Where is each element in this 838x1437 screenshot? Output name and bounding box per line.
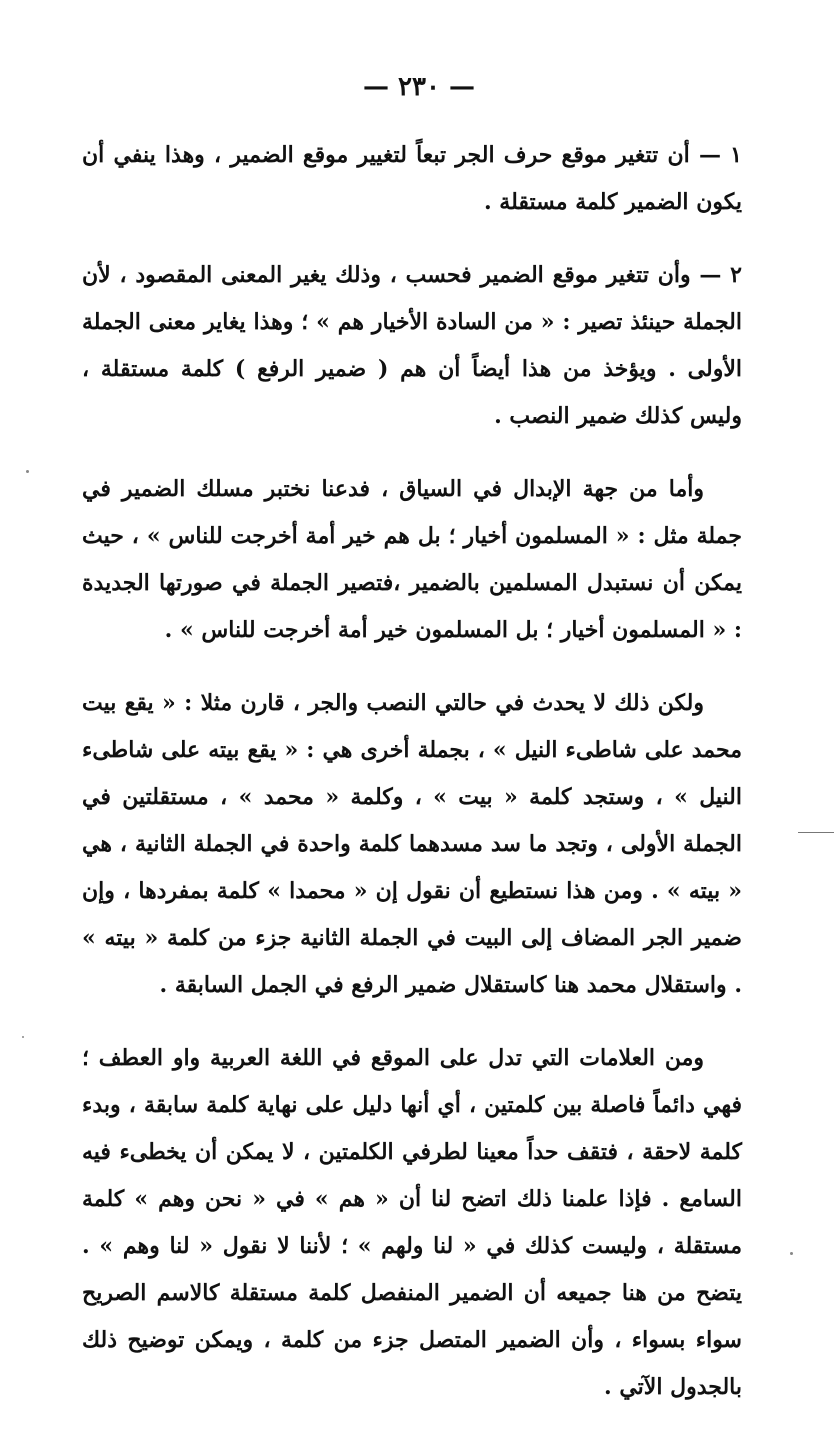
scan-speck bbox=[790, 1252, 793, 1255]
page-body bbox=[82, 132, 742, 1437]
scan-edge-mark bbox=[798, 832, 834, 833]
scan-speck bbox=[26, 470, 29, 473]
paragraph-text: ٢ — وأن تتغير موقع الضمير فحسب ، وذلك يغير المعنى المقصود ، لأن الجملة حينئذ تصير : « من السادة الأخيار هم » ؛ وهذا يغاير معنى الجملة الأولى . ويؤخذ من هذا أيضاً أن هم ( ضمير الرفع ) كلمة مستقلة ، وليس كذلك ضمير النصب . bbox=[82, 262, 742, 429]
page-number: — ٢٣٠ — bbox=[362, 72, 476, 102]
paragraph-2 bbox=[82, 252, 742, 440]
paragraph-text: وأما من جهة الإبدال في السياق ، فدعنا نختبر مسلك الضمير في جملة مثل : « المسلمون أخيار ؛ بل هم خير أمة أخرجت للناس » ، حيث يمكن أن نستبدل المسلمين بالضمير ،فتصير الجملة في صورتها الجديدة : « المسلمون أخيار ؛ بل المسلمون خير أمة أخرجت للناس » . bbox=[82, 476, 742, 643]
paragraph-text: ١ — أن تتغير موقع حرف الجر تبعاً لتغيير موقع الضمير ، وهذا ينفي أن يكون الضمير كلمة مستقلة . bbox=[82, 142, 742, 215]
paragraph-5 bbox=[82, 1035, 742, 1411]
scan-speck bbox=[22, 1036, 24, 1038]
paragraph-3 bbox=[82, 466, 742, 654]
paragraph-1 bbox=[82, 132, 742, 226]
paragraph-text: ومن العلامات التي تدل على الموقع في اللغة العربية واو العطف ؛ فهي دائماً فاصلة بين كلمتين ، أي أنها دليل على نهاية كلمة سابقة ، وبدء كلمة لاحقة ، فتقف حداً معينا لطرفي الكلمتين ، لا يمكن أن يخطىء فيه السامع . فإذا علمنا ذلك اتضح لنا أن « هم » في « نحن وهم » كلمة مستقلة ، وليست كذلك في « لنا ولهم » ؛ لأننا لا نقول « لنا وهم » . يتضح من هنا جميعه أن الضمير المنفصل كلمة مستقلة كالاسم الصريح سواء بسواء ، وأن الضمير المتصل جزء من كلمة ، ويمكن توضيح ذلك بالجدول الآتي . bbox=[82, 1045, 742, 1400]
paragraph-4 bbox=[82, 680, 742, 1009]
paragraph-text: ولكن ذلك لا يحدث في حالتي النصب والجر ، قارن مثلا : « يقع بيت محمد على شاطىء النيل » ، بجملة أخرى هي : « يقع بيته على شاطىء النيل » ، وستجد كلمة « بيت » ، وكلمة « محمد » ، مستقلتين في الجملة الأولى ، وتجد ما سد مسدهما كلمة واحدة في الجملة الثانية ، هي « بيته » . ومن هذا نستطيع أن نقول إن « محمدا » كلمة بمفردها ، وإن ضمير الجر المضاف إلى البيت في الجملة الثانية جزء من كلمة « بيته » . واستقلال محمد هنا كاستقلال ضمير الرفع في الجمل السابقة . bbox=[82, 690, 742, 998]
